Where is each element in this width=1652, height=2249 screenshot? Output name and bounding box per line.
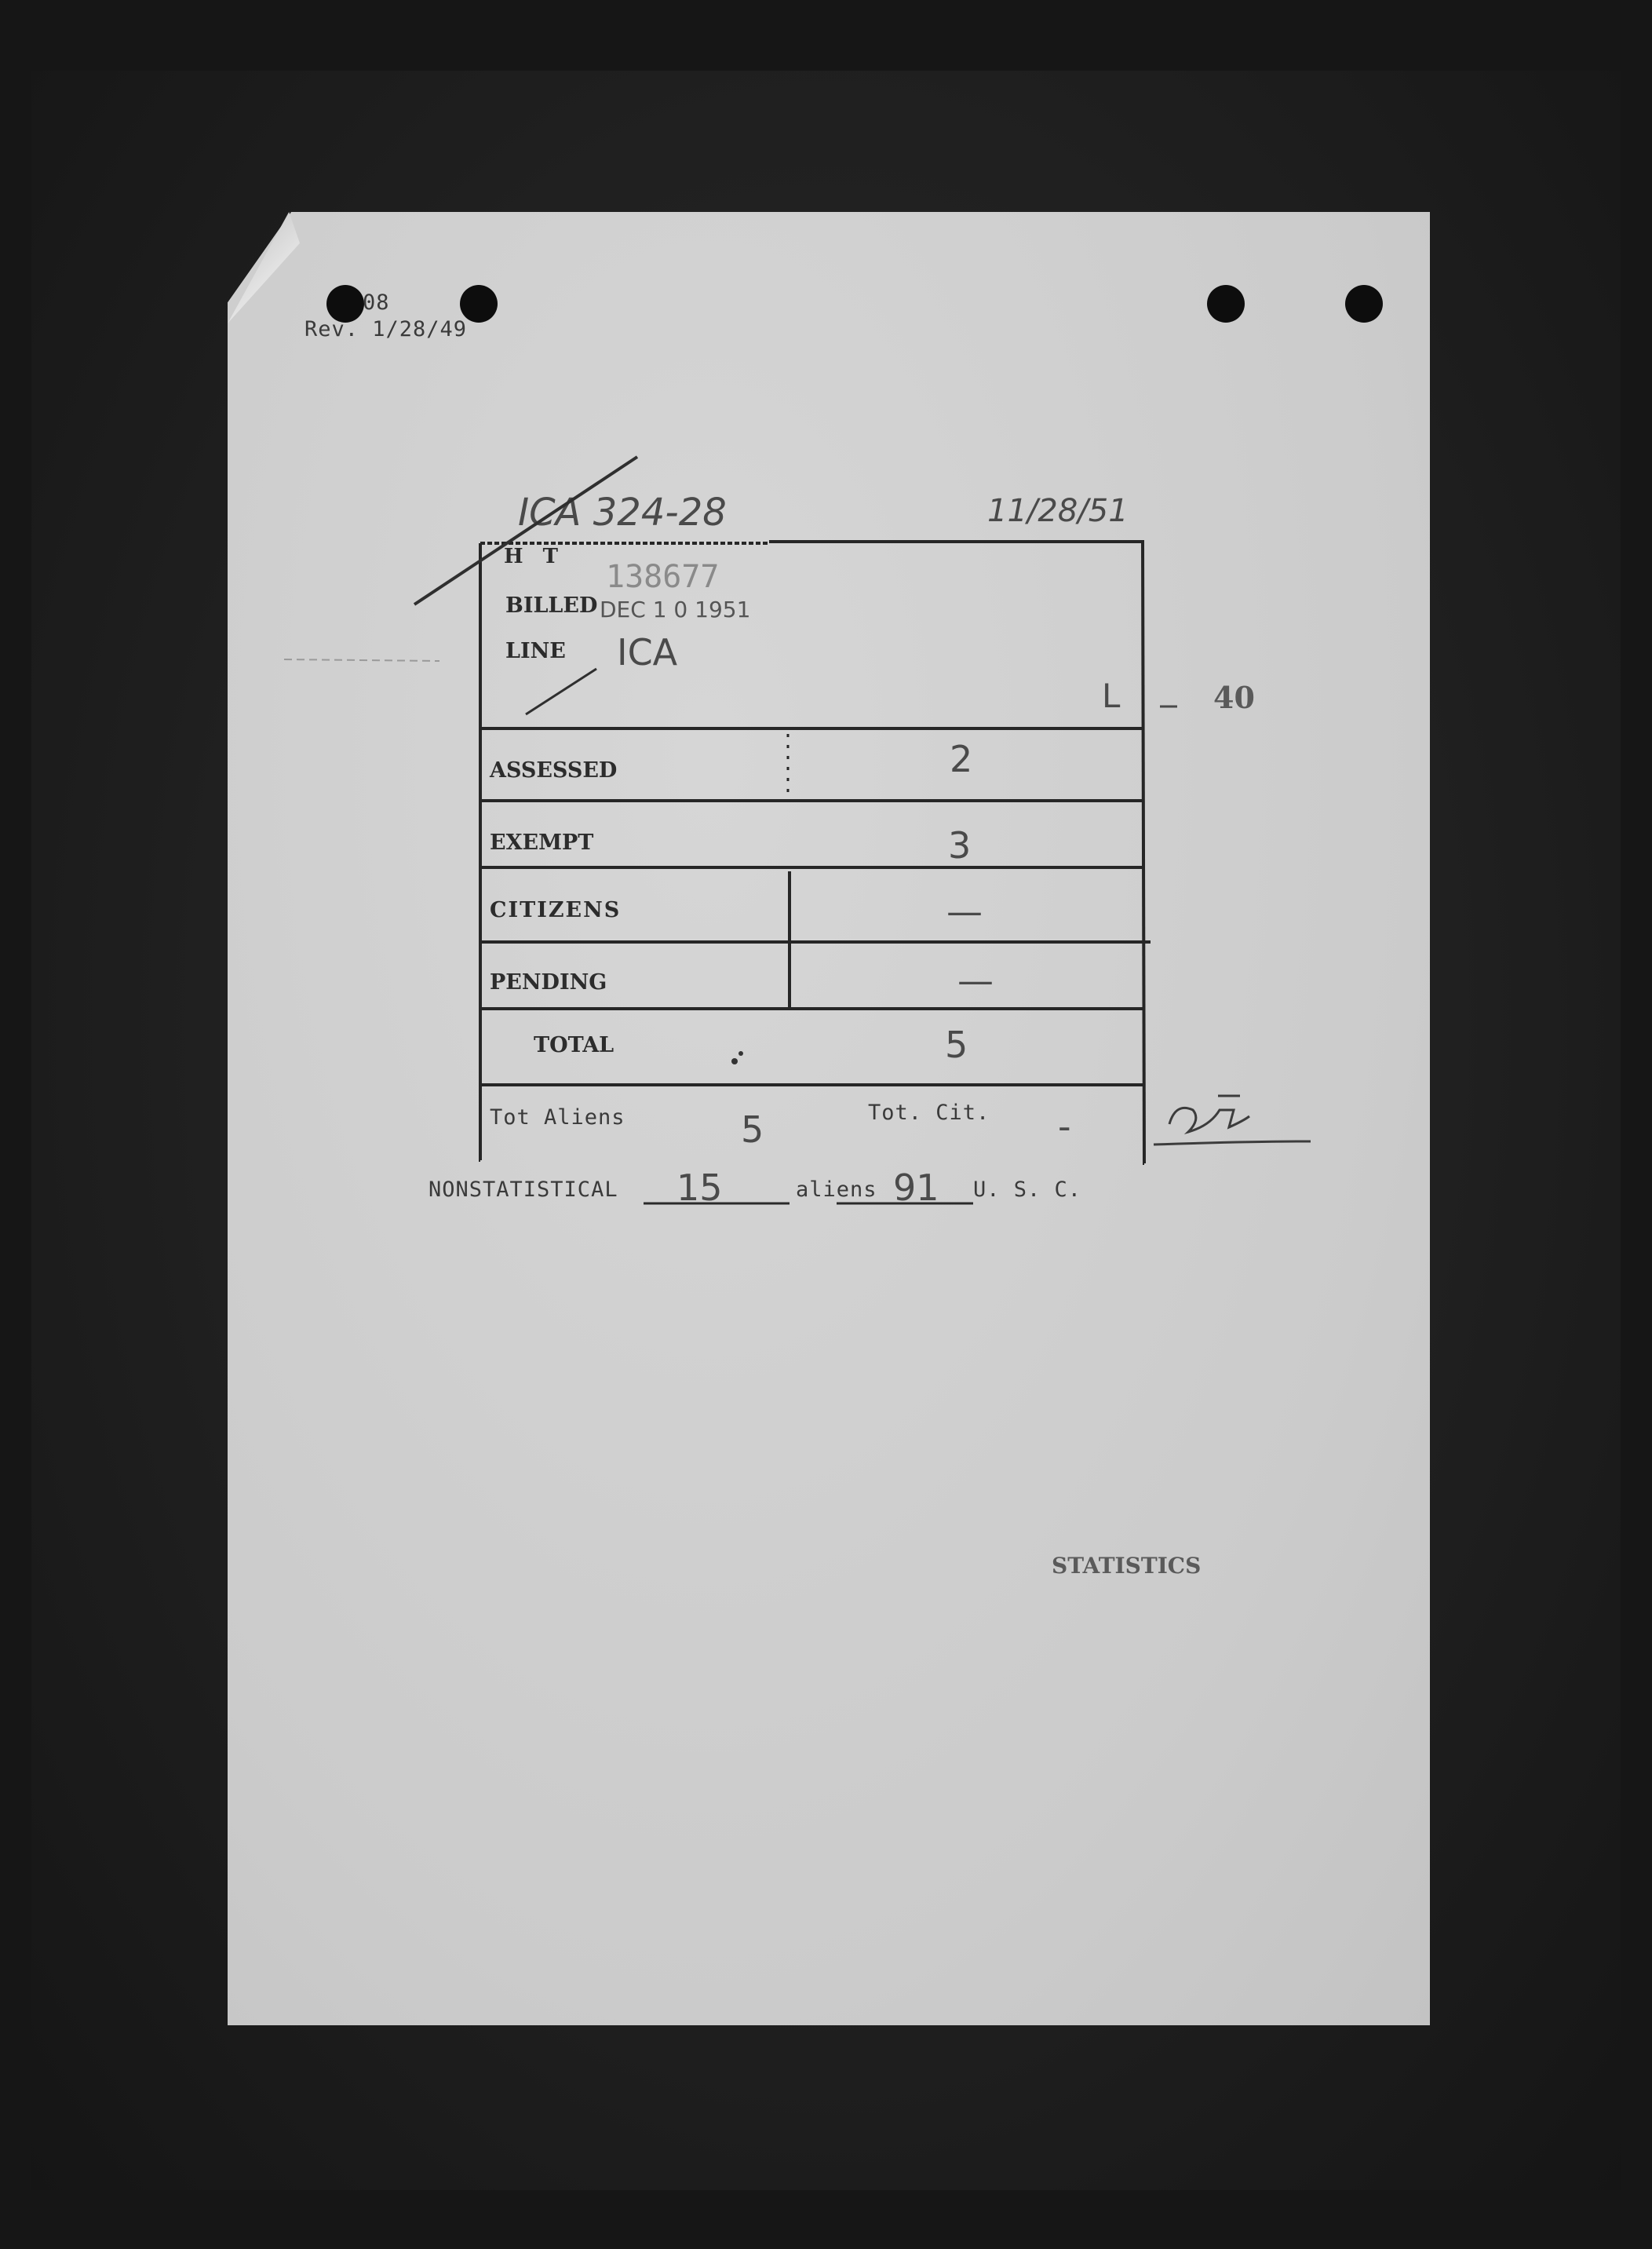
- billed-date: DEC 1 0 1951: [600, 597, 751, 622]
- nonstatistical-aliens-label: aliens: [796, 1177, 877, 1202]
- line-value: ICA: [617, 631, 678, 674]
- assessed-label: ASSESSED: [490, 758, 618, 783]
- citizens-label: CITIZENS: [490, 898, 622, 922]
- nonstatistical-usc-value: 91: [893, 1166, 939, 1209]
- tot-aliens-label: Tot Aliens: [490, 1105, 625, 1130]
- billed-label: BILLED: [505, 593, 598, 618]
- pending-label: PENDING: [490, 970, 607, 995]
- exempt-value: 3: [948, 824, 972, 867]
- line-label: LINE: [505, 639, 566, 663]
- revision-date: Rev. 1/28/49: [305, 317, 468, 341]
- pending-value: —: [957, 959, 994, 1002]
- tot-cit-value: -: [1058, 1105, 1071, 1148]
- total-label: TOTAL: [534, 1033, 614, 1057]
- nonstatistical-aliens-value: 15: [676, 1166, 723, 1209]
- side-mark: L: [1102, 677, 1121, 715]
- handwritten-reference: ICA 324-28: [518, 491, 727, 535]
- tot-cit-label: Tot. Cit.: [868, 1101, 990, 1125]
- citizens-value: —: [946, 890, 983, 933]
- assessed-value: 2: [950, 738, 973, 780]
- statistics-stamp: STATISTICS: [1052, 1553, 1202, 1579]
- ht-number: 138677: [606, 559, 720, 595]
- nonstatistical-label: NONSTATISTICAL: [428, 1177, 618, 1202]
- nonstatistical-usc-label: U. S. C.: [973, 1177, 1082, 1202]
- tot-aliens-value: 5: [741, 1108, 764, 1151]
- handwritten-date: 11/28/51: [987, 493, 1129, 529]
- form-number: 08: [363, 290, 390, 315]
- ht-label: H T: [504, 545, 564, 568]
- exempt-label: EXEMPT: [490, 831, 594, 855]
- total-value: 5: [945, 1024, 968, 1066]
- side-number: 40: [1213, 680, 1255, 715]
